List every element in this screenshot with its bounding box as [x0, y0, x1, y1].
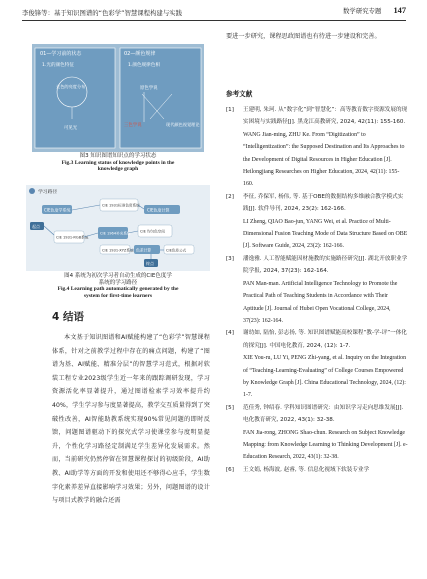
reference-number: [6] [226, 466, 234, 473]
reference-cn: 王文娟, 杨海波, 赵睿, 等. 信息化视域下软装专业学 [243, 466, 370, 473]
reference-number: [2] [226, 193, 234, 200]
figure-4 [26, 185, 210, 271]
reference-en: XIE You-ru, LU Yi, PENG Zhi-yang, et al. Inquiry on the Integration of “Teaching-Learning-Evaluating” of College Courses Empowered by Knowledge Graph [J]. China Educational Technology, 2024, (12): 1-7. [243, 355, 407, 399]
reference-cn: 谢幼如, 陆怡, 彭志扬, 等. 知识图谱赋能高校课程“教-学-评”一体化的探究[J]. 中国电化教育, 2024, (12): 1-7. [243, 330, 407, 349]
node-cie-uniform [138, 225, 172, 237]
panel-2-node-3: 现代颜色视觉理论 [166, 122, 200, 127]
figure-3-caption-en-2: knowledge graph [97, 166, 139, 173]
reference-item [226, 464, 408, 476]
node-color-diff-label: 色差计算 [136, 247, 152, 253]
section-4-heading: 4 结语 [52, 311, 84, 323]
node-start [30, 222, 44, 230]
panel-2-node-1: 原色学说 [140, 86, 158, 91]
reference-number: [4] [226, 330, 234, 337]
legend-dot-icon [29, 188, 35, 194]
figure-3-caption-en-1: Fig.3 Learning status of knowledge points in the [61, 159, 175, 166]
reference-item [226, 191, 408, 253]
reference-cn: 王建明, 朱珂. 从“数字化”到“智慧化”：高等教育数字资源发展的现实困境与实践路径[J]. 黑龙江高教研究, 2024, 42(11): 155-160. [243, 107, 408, 126]
journal-section: 数学研究专题 [343, 7, 382, 15]
figure-4-caption-cn-2: 系统的学习路径 [98, 279, 138, 286]
node-cie-1964 [98, 227, 131, 239]
panel-1-header: 1.光的颜色特征 [42, 63, 74, 68]
node-cie-1964-label: CIE 1964补充系统 [100, 231, 131, 236]
figure-4-caption-cn-1: 图4 系统为初次学习者自动生成的CIE色度学 [64, 273, 172, 279]
reference-en: PAN Man-man. Artificial Intelligence Technology to Promote the Practical Path of Teaching Students in Accordance with Their Aptitude [J]. Journal of Hubei Open Vocational College, 2024, 37(23): 162-164. [243, 280, 398, 324]
panel-1-node-1: 光色的亮度分布 [56, 84, 86, 89]
figure-3-caption-cn: 图3 知识图谱知识点的学习状态 [79, 153, 157, 159]
reference-item [226, 104, 408, 191]
reference-number: [5] [226, 404, 234, 411]
node-cie-uniform-label: CIE 均匀色空间 [140, 229, 165, 234]
panel-2-header: 1.颜色规律色相 [128, 63, 160, 68]
running-header [22, 6, 406, 21]
node-cie-calc [144, 205, 180, 214]
node-cie-1931-label: CIE 1931标准色度系统 [102, 203, 140, 208]
panel-1-title: 01—学习前的状态 [40, 51, 82, 57]
panel-2-title: 02—颜色规律 [124, 51, 156, 57]
node-cie-rgb-label: CIE 1931-RGB系统 [56, 235, 89, 240]
panel-1-node-2: 可见光 [64, 126, 78, 131]
references-heading: 参考文献 [226, 90, 253, 98]
section-4-paragraph: 本文基于知识图谱和AI赋能构建了“色彩学”智慧课程体系，针对之前教学过程中存在的痛点问题，构建了“图谱为基、AI赋能、精准分层”的智慧学习范式，根据对软装工程专业2023级学生近一年来的跟踪调研发现，学习资源活化率显著提升，通过图谱检索学习效率提升约40%，学生学习参与度显著提高，教学交互质量得到了突破性改善，AI智能助教系统实现90%常见问题的即时反馈，问题图谱驱动下的探究式学习使课堂参与度明显提升，个性化学习路径定制满足学生差异化发展需求。然而，当前研究仍然停留在智慧课程探讨的初级阶段，AI助教、AI助学等方面的开发和使用还不够得心应手，学生数字化素养差异直接影响学习效果；另外，问题图谱的设计与项目式教学的融合还需 [52, 334, 210, 505]
header-right [343, 6, 406, 15]
node-cie-rgb [54, 231, 89, 243]
reference-en: LI Zheng, QIAO Bao-jun, YANG Wei, et al. Practice of Multi-Dimensional Fusion Teaching Mode of Data Structure Based on OBE [J]. Software Guide, 2024, 23(2): 162-166. [243, 218, 408, 250]
node-cie-calc-label: CIE色度计算 [147, 207, 170, 213]
node-color-diff [134, 245, 160, 254]
reference-en: FAN Jia-rong, ZHONG Shao-chun. Research on Subject Knowledge Mapping: from Knowledge Learning to Thinking Development [J]. e-Education Research, 2022, 43(1): 32-38. [243, 429, 408, 461]
references-list [226, 104, 408, 476]
node-cie-xyz-label: CIE 1931-XYZ系统 [102, 248, 134, 253]
node-cie-xyz [100, 245, 134, 254]
node-cie-color [164, 245, 194, 254]
reference-cn: 李征, 乔保军, 杨伟, 等. 基于OBE的数据结构多维融合教学模式实践[J]. 软件导刊, 2024, 23(2): 162-166. [243, 193, 404, 213]
reference-en: WANG Jian-ming, ZHU Ke. From “Digitization” to “Intelligentization”: the Supposed Destination and Its Approaches to the Development of Digital Resources in Higher Education [J]. Heilongjiang Researches on Higher Education, 2024, 42(11): 155-160. [243, 131, 405, 188]
reference-number: [1] [226, 107, 234, 113]
reference-item [226, 402, 408, 464]
node-cie-1931 [100, 199, 140, 211]
reference-number: [3] [226, 255, 234, 262]
node-cie-std-label: CIE色度学系统 [44, 207, 71, 213]
node-end [144, 259, 158, 267]
section-4-body [52, 331, 210, 508]
figure-4-caption-en-1: Fig.4 Learning path automatically generated by the [57, 286, 179, 293]
running-title: 李俊锋等：基于知识图谱的“色彩学”智慧课程构建与实践 [22, 9, 182, 17]
reference-item [226, 253, 408, 327]
right-column-continuation [226, 30, 406, 44]
legend-title: 学习路径 [38, 190, 58, 195]
reference-cn: 潘逸雅. 人工智能赋能因材施教的实施路径研究[J]. 湖北开放职业学院学报, 2024, 37(23): 162-164. [243, 255, 408, 275]
page-number: 147 [393, 6, 406, 15]
reference-cn: 范佳秀, 钟绍春. 学科知识图谱研究：由知识学习走向思维发展[J]. 电化教育研究, 2022, 43(1): 32-38. [243, 404, 404, 424]
figure-3-caption [34, 153, 202, 173]
panel-2-node-2: 三色学说 [124, 123, 142, 128]
figure-4-caption-en-2: system for first-time learners [83, 292, 153, 299]
node-cie-color-label: CIE色差公式 [166, 248, 187, 253]
continuation-paragraph: 要进一步研究，课程思政图谱也有待进一步建设和完善。 [226, 33, 381, 40]
figure-4-caption [30, 273, 206, 299]
node-start-label: 起点 [32, 224, 40, 229]
node-cie-std [42, 205, 72, 214]
reference-item [226, 327, 408, 401]
node-end-label: 终点 [146, 261, 154, 266]
figure-3 [32, 44, 204, 152]
